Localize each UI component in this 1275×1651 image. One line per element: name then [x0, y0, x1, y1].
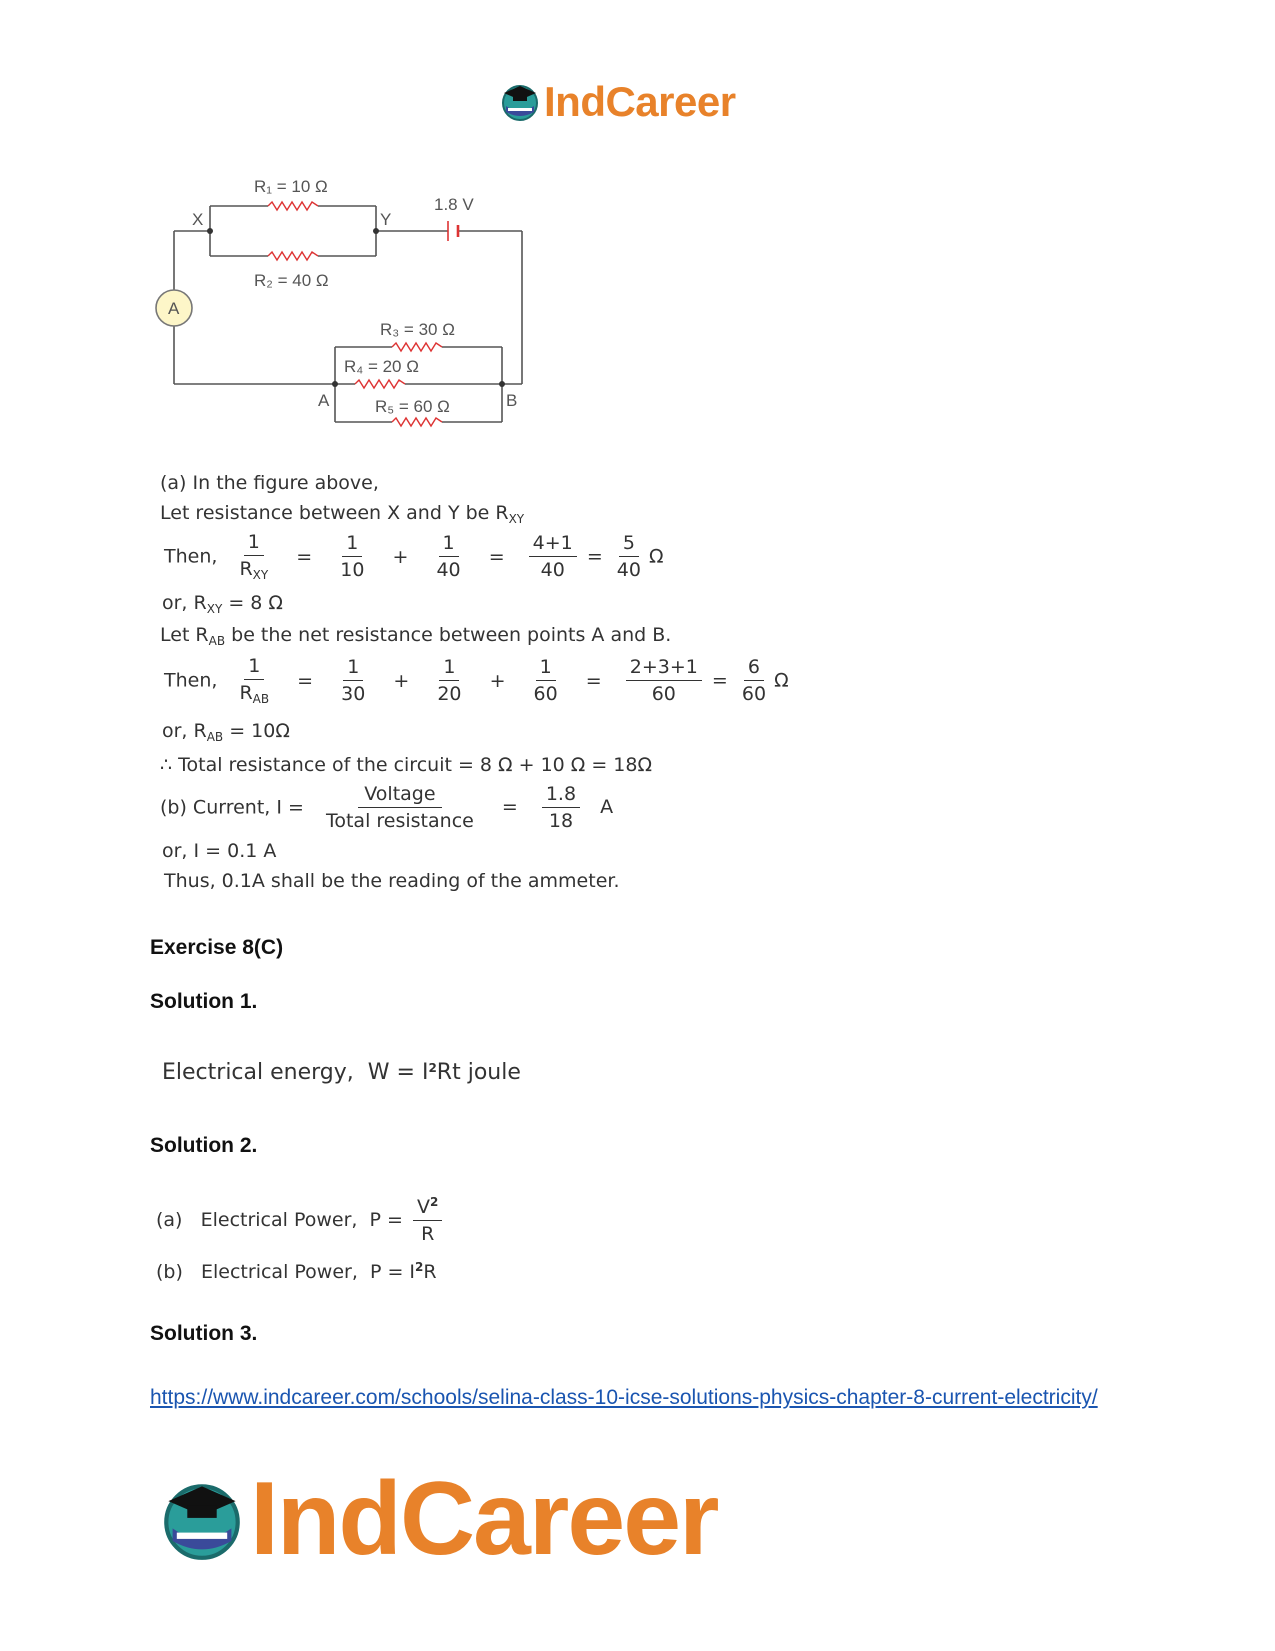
graduation-cap-globe-icon	[160, 1478, 244, 1562]
r3-label: R₃ = 30 Ω	[380, 320, 455, 339]
current-equation: (b) Current, I = $\frac{\text{Voltage}}{\text{Total resistance}}$ = $\frac{1.8}{18}$ A	[160, 783, 614, 832]
rab-result: or, $R_{AB} = 10\Omega$	[162, 720, 290, 744]
let-rab-line: Let $R_{AB}$ be the net resistance between points A and B.	[160, 624, 672, 648]
resistor-r3	[392, 343, 442, 351]
solution-a-intro: (a) In the figure above,	[160, 472, 379, 494]
rab-equation: Then, $\frac{1}{R_{AB}}$ = $\frac{1}{30}$ + $\frac{1}{20}$ + $\frac{1}{60}$ = $\frac{2+3+1}{60}$ = $\frac{6}{60}$ Ω	[164, 655, 789, 706]
r1-label: R₁ = 10 Ω	[254, 180, 328, 196]
let-rxy-line: Let resistance between X and Y be $R_{XY}$	[160, 502, 525, 526]
total-resistance: ∴ Total resistance of the circuit = 8 Ω + 10 Ω = 18Ω	[160, 754, 652, 776]
solution-3-heading: Solution 3.	[150, 1322, 258, 1345]
rxy-equation: Then, $\frac{1}{R_{XY}}$ = $\frac{1}{10}$ + $\frac{1}{40}$ = $\frac{4+1}{40}$ = $\frac{5}{40}$ Ω	[164, 531, 664, 582]
indcareer-url-link[interactable]: https://www.indcareer.com/schools/selina-class-10-icse-solutions-physics-chapter-8-current-electricity/	[150, 1386, 1098, 1409]
battery-icon	[448, 221, 458, 241]
node-x-label: X	[192, 210, 204, 229]
battery-label: 1.8 V	[434, 195, 474, 214]
ammeter-label: A	[168, 299, 180, 318]
resistor-r1	[268, 202, 318, 210]
logo-wordmark: IndCareer	[544, 78, 736, 125]
logo-wordmark: IndCareer	[250, 1461, 718, 1577]
solution-1-formula: Electrical energy, $W = I^2Rt$ joule	[162, 1060, 521, 1085]
indcareer-logo-top	[500, 78, 736, 126]
resistor-r5	[392, 418, 442, 426]
rxy-result: or, $R_{XY} = 8$ Ω	[162, 592, 283, 616]
node-y-label: Y	[380, 210, 392, 229]
indcareer-logo-bottom	[160, 1460, 718, 1579]
r4-label: R₄ = 20 Ω	[344, 357, 419, 376]
solution-1-heading: Solution 1.	[150, 990, 258, 1013]
solution-2-heading: Solution 2.	[150, 1134, 258, 1157]
exercise-heading: Exercise 8(C)	[150, 936, 284, 959]
resistor-r4	[355, 380, 405, 388]
r5-label: R₅ = 60 Ω	[375, 397, 450, 416]
resistor-r2	[268, 252, 318, 260]
current-result: or, I = 0.1 A	[162, 840, 277, 862]
conclusion: Thus, 0.1A shall be the reading of the ammeter.	[164, 870, 620, 892]
solution-2b-formula: (b) Electrical Power, $P = I^2R$	[156, 1260, 437, 1283]
graduation-cap-globe-icon	[500, 82, 540, 122]
r2-label: R₂ = 40 Ω	[254, 271, 329, 290]
solution-2a-formula: (a) Electrical Power, P = $\frac{V^2}{R}$	[156, 1196, 446, 1245]
node-a-label: A	[318, 391, 330, 410]
node-b-label: B	[506, 391, 518, 410]
circuit-diagram	[150, 180, 550, 440]
